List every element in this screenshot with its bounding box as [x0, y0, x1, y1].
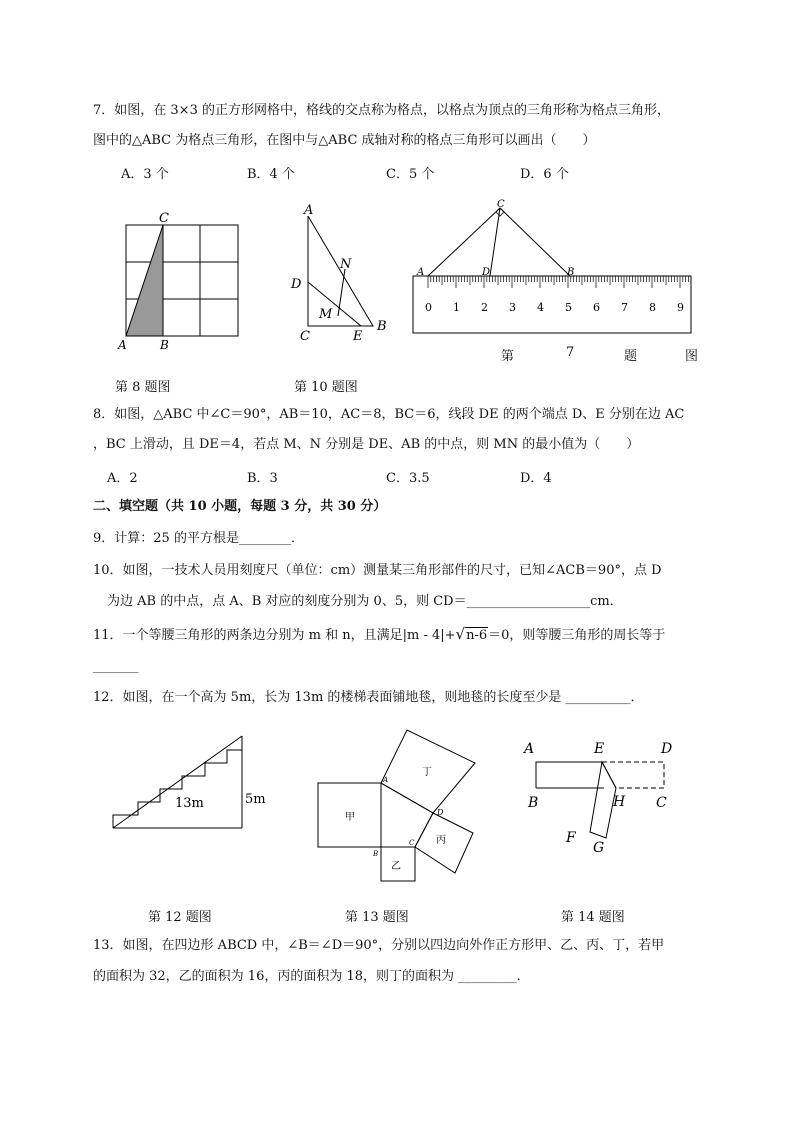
label-b: B [567, 267, 575, 278]
height-label: 5m [245, 792, 266, 807]
ruler-numbers [425, 301, 684, 314]
length-label: 13m [175, 796, 204, 811]
ruler-number: 4 [537, 301, 544, 314]
label-b: B [528, 795, 539, 811]
label-e: E [353, 329, 363, 344]
label-d: D [482, 267, 491, 278]
figure-10 [285, 198, 395, 348]
point-a: A [383, 776, 389, 784]
ruler-number: 3 [509, 301, 516, 314]
label-c: C [497, 199, 505, 210]
q8-line2: ，BC 上滑动，且 DE＝4，若点 M、N 分别是 DE、AB 的中点，则 MN 的最小值为（ ） [93, 437, 640, 452]
label-a: A [524, 741, 535, 757]
section-2-heading: 二、填空题（共 10 小题，每题 3 分，共 30 分） [93, 499, 387, 514]
fig10-caption: 第 10 题图 [294, 380, 358, 395]
ruler-number: 8 [649, 301, 656, 314]
label-m: M [319, 307, 333, 322]
point-b: B [373, 850, 379, 858]
q13-line2: 的面积为 32，乙的面积为 16，丙的面积为 18，则丁的面积为 _________． [93, 969, 530, 984]
label-jia: 甲 [345, 812, 355, 823]
label-c: C [159, 211, 169, 226]
q11-line1 [93, 624, 665, 646]
label-d: D [291, 277, 302, 292]
q12: 12．如图，在一个高为 5m，长为 13m 的楼梯表面铺地毯，则地毯的长度至少是 __________． [93, 690, 644, 705]
label-n: N [340, 257, 352, 272]
fig7-caption-1: 第 [501, 349, 515, 364]
label-b: B [377, 319, 387, 334]
ruler-number: 9 [677, 301, 684, 314]
q8-option-c: C．3.5 [386, 471, 430, 486]
fig14-caption: 第 14 题图 [561, 910, 625, 925]
label-ding: 丁 [422, 767, 432, 778]
label-h: H [613, 794, 626, 810]
label-e: E [594, 741, 605, 757]
ruler-number: 2 [481, 301, 488, 314]
label-a: A [118, 338, 127, 352]
ruler-number: 7 [621, 301, 628, 314]
ruler-number: 1 [453, 301, 460, 314]
fig7-caption-2: 7 [566, 345, 575, 360]
radicand: n-6 [466, 628, 488, 643]
figure-14 [520, 735, 690, 860]
q7-option-b: B．4 个 [247, 167, 295, 182]
label-b: B [160, 338, 169, 352]
fig13-caption: 第 13 题图 [345, 910, 409, 925]
q7-line1: 7．如图，在 3×3 的正方形网格中，格线的交点称为格点，以格点为顶点的三角形称为格点三角形， [93, 103, 670, 118]
q11-text-a: 11．一个等腰三角形的两条边分别为 m 和 n，且满足|m - 4|+ [93, 628, 456, 643]
label-yi: 乙 [391, 861, 401, 872]
label-a: A [304, 203, 314, 218]
figure-7 [405, 196, 705, 366]
label-f: F [566, 830, 576, 846]
ruler-number: 6 [593, 301, 600, 314]
q7-option-a: A．3 个 [121, 167, 169, 182]
fig7-caption-3: 题 [624, 349, 638, 364]
triangle-abc [126, 225, 163, 336]
label-c: C [300, 329, 310, 344]
q11-line2: _______ [93, 659, 139, 674]
q10-line2: 为边 AB 的中点，点 A、B 对应的刻度分别为 0、5，则 CD＝___________________cm． [107, 594, 623, 609]
figure-8 [110, 205, 250, 355]
q11-text-b: ＝0，则等腰三角形的周长等于 [488, 628, 666, 643]
ruler-number: 5 [565, 301, 572, 314]
point-c: C [409, 839, 415, 847]
radical-sign-icon: √ [455, 625, 466, 643]
q9: 9．计算：25 的平方根是________． [93, 531, 304, 546]
square-root [456, 624, 489, 646]
fig8-caption: 第 8 题图 [115, 380, 171, 395]
q7-option-c: C．5 个 [386, 167, 435, 182]
q8-option-b: B．3 [247, 471, 278, 486]
q7-option-d: D．6 个 [520, 167, 569, 182]
q7-line2: 图中的△ABC 为格点三角形，在图中与△ABC 成轴对称的格点三角形可以画出（ ） [93, 133, 596, 148]
label-c: C [656, 795, 667, 811]
label-a: A [417, 267, 425, 278]
ruler-ticks [428, 276, 688, 288]
fig12-caption: 第 12 题图 [148, 910, 212, 925]
q8-line1: 8．如图，△ABC 中∠C＝90°，AB＝10，AC＝8，BC＝6，线段 DE 的两个端点 D、E 分别在边 AC [93, 407, 685, 422]
ruler-number: 0 [425, 301, 432, 314]
q13-line1: 13．如图，在四边形 ABCD 中，∠B＝∠D＝90°，分别以四边向外作正方形甲、乙、丙、丁，若甲 [93, 938, 665, 953]
figure-13 [310, 725, 485, 885]
q8-option-d: D．4 [520, 471, 552, 486]
q8-option-a: A．2 [107, 471, 138, 486]
label-d: D [661, 741, 673, 757]
figure-12 [105, 725, 280, 835]
fig7-caption-4: 图 [685, 349, 699, 364]
label-bing: 丙 [436, 835, 446, 846]
q10-line1: 10．如图，一技术人员用刻度尺（单位：cm）测量某三角形部件的尺寸，已知∠ACB＝90°，点 D [93, 563, 662, 578]
label-g: G [593, 840, 605, 856]
point-d: D [437, 808, 444, 817]
